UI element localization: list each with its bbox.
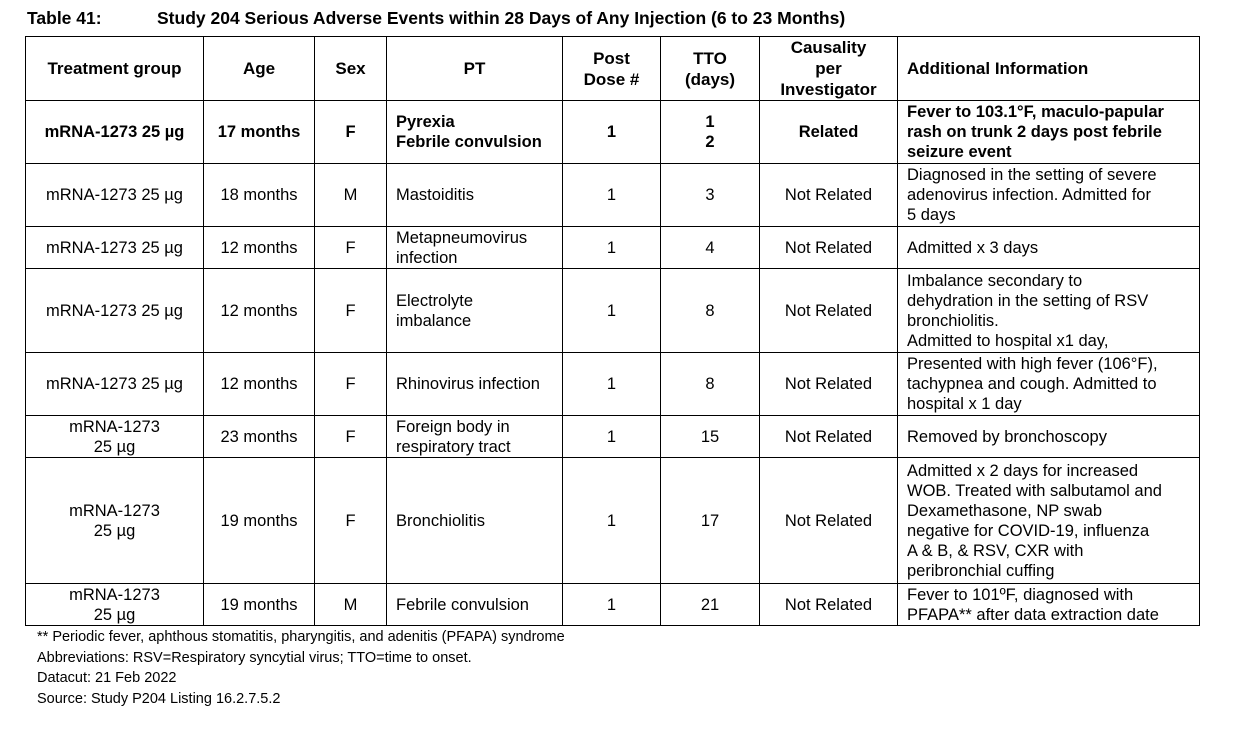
- treatment-group-cell-line: mRNA-1273: [69, 585, 160, 604]
- additional-info-cell-line: Presented with high fever (106°F),: [907, 355, 1158, 373]
- treatment-group-cell-line: 25 µg: [93, 521, 136, 540]
- causality-cell: Not Related: [760, 353, 898, 416]
- header-causality-line: Causality: [790, 38, 867, 57]
- treatment-group-cell: [26, 353, 204, 416]
- header-age: Age: [204, 37, 315, 101]
- additional-info-cell-line: peribronchial cuffing: [907, 561, 1055, 580]
- treatment-group-cell: [26, 458, 204, 584]
- footnote-pfapa: ** Periodic fever, aphthous stomatitis, pharyngitis, and adenitis (PFAPA) syndrome: [37, 629, 565, 645]
- header-causality-line: per: [815, 59, 842, 78]
- tto-cell: [661, 353, 760, 416]
- table-row: [26, 269, 1200, 353]
- additional-info-cell-line: dehydration in the setting of RSV: [907, 291, 1149, 310]
- table-body: [26, 101, 1200, 626]
- post-dose-cell: 1: [563, 269, 661, 353]
- tto-cell-line: 1: [705, 113, 715, 131]
- sex-cell: F: [315, 101, 387, 164]
- treatment-group-cell: [26, 269, 204, 353]
- additional-info-cell: [898, 353, 1200, 416]
- pt-cell-line: imbalance: [396, 311, 472, 330]
- footnote-datacut: Datacut: 21 Feb 2022: [37, 670, 177, 686]
- pt-cell: [387, 269, 563, 353]
- footnote-abbreviations: Abbreviations: RSV=Respiratory syncytial virus; TTO=time to onset.: [37, 649, 472, 666]
- pt-cell-line: respiratory tract: [396, 437, 511, 456]
- sex-cell: M: [315, 584, 387, 626]
- treatment-group-cell-line: mRNA-1273 25 µg: [46, 301, 183, 320]
- causality-cell: Not Related: [760, 227, 898, 269]
- additional-info-cell-line: Admitted x 2 days for increased: [907, 461, 1139, 480]
- post-dose-cell: 1: [563, 458, 661, 584]
- header-tto-line: TTO: [693, 48, 727, 68]
- pt-cell-line: Pyrexia: [396, 113, 455, 131]
- additional-info-cell: [898, 416, 1200, 458]
- table-label: Table 41:: [27, 8, 102, 28]
- table-title: [27, 8, 845, 29]
- pt-cell: [387, 353, 563, 416]
- additional-info-cell-line: 5 days: [907, 206, 956, 224]
- header-post-dose-line: Dose #: [583, 69, 640, 89]
- treatment-group-cell: [26, 584, 204, 626]
- table-title-text: Study 204 Serious Adverse Events within 28 Days of Any Injection (6 to 23 Months): [157, 8, 846, 28]
- tto-cell: [661, 458, 760, 584]
- age-cell: 23 months: [204, 416, 315, 458]
- additional-info-cell: [898, 101, 1200, 164]
- treatment-group-cell-line: mRNA-1273 25 µg: [46, 375, 183, 393]
- tto-cell: [661, 269, 760, 353]
- pt-cell: [387, 458, 563, 584]
- treatment-group-cell-line: mRNA-1273 25 µg: [46, 238, 183, 257]
- post-dose-cell: 1: [563, 416, 661, 458]
- additional-info-cell-line: WOB. Treated with salbutamol and: [907, 481, 1162, 500]
- pt-cell-line: Metapneumovirus: [396, 228, 528, 247]
- additional-info-cell: [898, 164, 1200, 227]
- additional-info-cell-line: seizure event: [907, 143, 1012, 161]
- additional-info-cell-line: Admitted to hospital x1 day,: [907, 331, 1109, 350]
- pt-cell-line: Bronchiolitis: [396, 511, 485, 530]
- sex-cell: F: [315, 416, 387, 458]
- additional-info-cell: [898, 269, 1200, 353]
- treatment-group-cell-line: mRNA-1273: [69, 501, 160, 520]
- tto-cell-line: 8: [705, 301, 715, 320]
- additional-info-cell: [898, 584, 1200, 626]
- footnote-source: Source: Study P204 Listing 16.2.7.5.2: [37, 690, 281, 707]
- additional-info-cell-line: Imbalance secondary to: [907, 271, 1083, 290]
- additional-info-cell: [898, 227, 1200, 269]
- tto-cell-line: 4: [705, 238, 715, 257]
- tto-cell: [661, 164, 760, 227]
- additional-info-cell-line: tachypnea and cough. Admitted to: [907, 375, 1157, 393]
- tto-cell-line: 21: [700, 595, 720, 614]
- tto-cell: [661, 101, 760, 164]
- additional-info-cell-line: Diagnosed in the setting of severe: [907, 166, 1157, 184]
- table-row: [26, 416, 1200, 458]
- additional-info-cell-line: bronchiolitis.: [907, 311, 999, 330]
- table-row: [26, 101, 1200, 164]
- table-row: [26, 227, 1200, 269]
- sex-cell: F: [315, 458, 387, 584]
- causality-cell: Not Related: [760, 269, 898, 353]
- header-causality-line: Investigator: [780, 80, 877, 99]
- additional-info-cell: [898, 458, 1200, 584]
- additional-info-cell-line: A & B, & RSV, CXR with: [907, 541, 1084, 560]
- tto-cell: [661, 584, 760, 626]
- table-row: [26, 353, 1200, 416]
- causality-cell: Not Related: [760, 584, 898, 626]
- post-dose-cell: 1: [563, 101, 661, 164]
- header-sex: Sex: [315, 37, 387, 101]
- table-row: [26, 164, 1200, 227]
- pt-cell-line: Febrile convulsion: [396, 595, 529, 614]
- pt-cell: [387, 416, 563, 458]
- treatment-group-cell-line: mRNA-1273 25 µg: [46, 186, 183, 204]
- tto-cell-line: 8: [705, 375, 715, 393]
- tto-cell-line: 15: [700, 427, 720, 446]
- treatment-group-cell: [26, 416, 204, 458]
- sex-cell: M: [315, 164, 387, 227]
- additional-info-cell-line: rash on trunk 2 days post febrile: [907, 123, 1162, 141]
- header-pt: PT: [387, 37, 563, 101]
- pt-cell-line: Mastoiditis: [396, 186, 474, 204]
- tto-cell-line: 3: [705, 186, 715, 204]
- header-treatment-group: Treatment group: [26, 37, 204, 101]
- table-row: [26, 584, 1200, 626]
- treatment-group-cell: [26, 227, 204, 269]
- treatment-group-cell: [26, 164, 204, 227]
- footnotes: [37, 627, 565, 709]
- pt-cell-line: Rhinovirus infection: [396, 375, 540, 393]
- age-cell: 17 months: [204, 101, 315, 164]
- sex-cell: F: [315, 353, 387, 416]
- treatment-group-cell-line: mRNA-1273 25 µg: [44, 123, 185, 141]
- pt-cell: [387, 227, 563, 269]
- age-cell: 12 months: [204, 227, 315, 269]
- additional-info-cell-line: hospital x 1 day: [907, 395, 1022, 413]
- treatment-group-cell-line: mRNA-1273: [69, 417, 160, 436]
- additional-info-cell-line: Fever to 101ºF, diagnosed with: [907, 585, 1134, 604]
- header-post-dose: [563, 37, 661, 101]
- tto-cell: [661, 416, 760, 458]
- header-additional-info: Additional Information: [898, 37, 1200, 101]
- age-cell: 19 months: [204, 584, 315, 626]
- age-cell: 12 months: [204, 353, 315, 416]
- additional-info-cell-line: Dexamethasone, NP swab: [907, 501, 1103, 520]
- header-causality: [760, 37, 898, 101]
- treatment-group-cell-line: 25 µg: [93, 605, 136, 624]
- post-dose-cell: 1: [563, 353, 661, 416]
- causality-cell: Not Related: [760, 458, 898, 584]
- tto-cell-line: 2: [705, 133, 715, 151]
- pt-cell: [387, 164, 563, 227]
- header-row: [26, 37, 1200, 101]
- sex-cell: F: [315, 269, 387, 353]
- additional-info-cell-line: negative for COVID-19, influenza: [907, 521, 1150, 540]
- causality-cell: Not Related: [760, 416, 898, 458]
- table-row: [26, 458, 1200, 584]
- treatment-group-cell: [26, 101, 204, 164]
- additional-info-cell-line: PFAPA** after data extraction date: [907, 605, 1159, 624]
- causality-cell: Related: [760, 101, 898, 164]
- pt-cell-line: Electrolyte: [396, 291, 474, 310]
- tto-cell-line: 17: [700, 511, 720, 530]
- post-dose-cell: 1: [563, 164, 661, 227]
- post-dose-cell: 1: [563, 227, 661, 269]
- additional-info-cell-line: Fever to 103.1°F, maculo-papular: [907, 103, 1164, 121]
- post-dose-cell: 1: [563, 584, 661, 626]
- pt-cell-line: Febrile convulsion: [396, 133, 542, 151]
- additional-info-cell-line: adenovirus infection. Admitted for: [907, 186, 1151, 204]
- age-cell: 18 months: [204, 164, 315, 227]
- pt-cell: [387, 584, 563, 626]
- header-tto-line: (days): [684, 69, 736, 89]
- header-post-dose-line: Post: [593, 48, 630, 68]
- pt-cell-line: infection: [396, 248, 458, 267]
- age-cell: 12 months: [204, 269, 315, 353]
- sae-table: [25, 36, 1200, 626]
- age-cell: 19 months: [204, 458, 315, 584]
- tto-cell: [661, 227, 760, 269]
- pt-cell: [387, 101, 563, 164]
- additional-info-cell-line: Admitted x 3 days: [907, 238, 1039, 257]
- sex-cell: F: [315, 227, 387, 269]
- treatment-group-cell-line: 25 µg: [93, 437, 136, 456]
- additional-info-cell-line: Removed by bronchoscopy: [907, 427, 1107, 446]
- pt-cell-line: Foreign body in: [396, 417, 510, 436]
- header-tto: [661, 37, 760, 101]
- causality-cell: Not Related: [760, 164, 898, 227]
